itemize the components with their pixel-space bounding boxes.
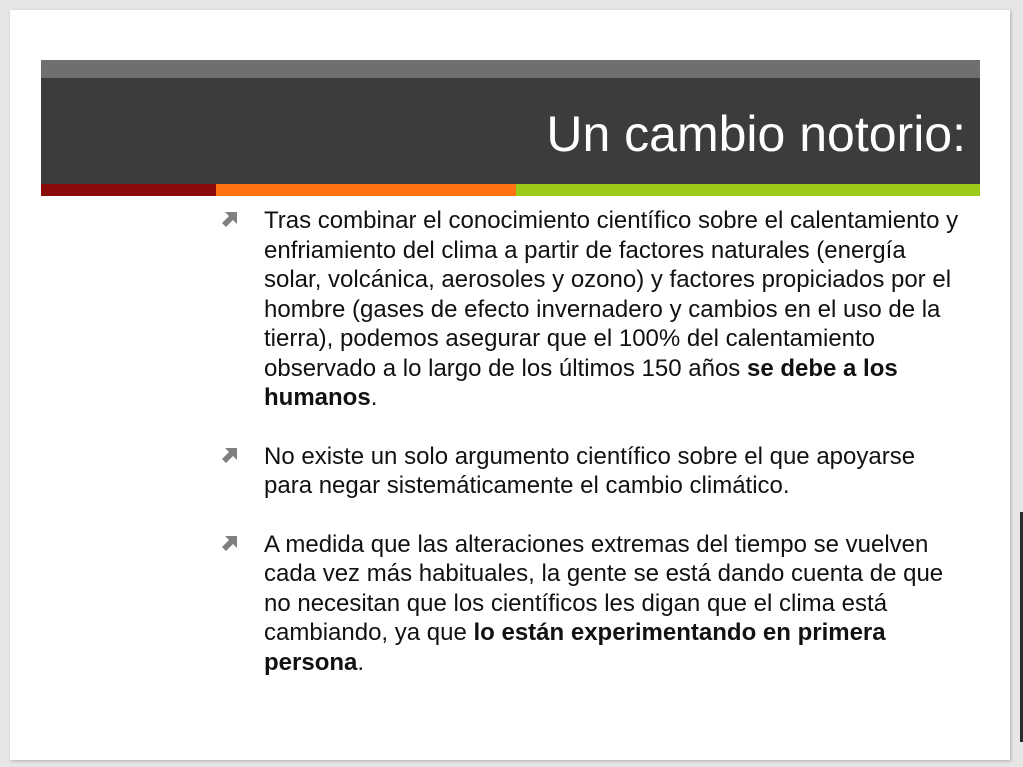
arrow-up-right-icon	[222, 530, 242, 559]
slide-title: Un cambio notorio:	[546, 106, 966, 162]
bullet-text: A medida que las alteraciones extremas del tiempo se vuelven cada vez más habituales, la gente se está dando cuenta de que no necesitan que los científicos les digan que el clima está cambiando, ya que lo están experimentando en primera persona.	[264, 530, 944, 676]
bullet-item	[218, 206, 968, 413]
stripe-orange	[216, 184, 516, 196]
title-bar	[41, 78, 980, 194]
bullet-emphasis: se debe a los humanos	[264, 354, 898, 411]
arrow-up-right-icon	[222, 442, 242, 471]
stripe-red	[41, 184, 216, 196]
slide	[10, 10, 1010, 760]
color-stripes	[41, 184, 980, 196]
bullet-item	[218, 442, 968, 501]
bullet-item	[218, 530, 968, 678]
title-bar-top-band	[41, 60, 980, 78]
bullet-text: No existe un solo argumento científico sobre el que apoyarse para negar sistemáticamente el cambio climático.	[264, 442, 916, 499]
arrow-up-right-icon	[222, 206, 242, 235]
stripe-green	[516, 184, 980, 196]
bullet-list	[218, 206, 968, 706]
bullet-emphasis: lo están experimentando en primera persona	[264, 619, 886, 676]
bullet-text: Tras combinar el conocimiento científico sobre el calentamiento y enfriamiento del clima a partir de factores naturales (energía solar, volcánica, aerosoles y ozono) y factores propiciados por el hombre (gases de efecto invernadero y cambios en el uso de la tierra), podemos asegurar que el 100% del calentamiento observado a lo largo de los últimos 150 años se debe a los humanos.	[264, 207, 959, 411]
